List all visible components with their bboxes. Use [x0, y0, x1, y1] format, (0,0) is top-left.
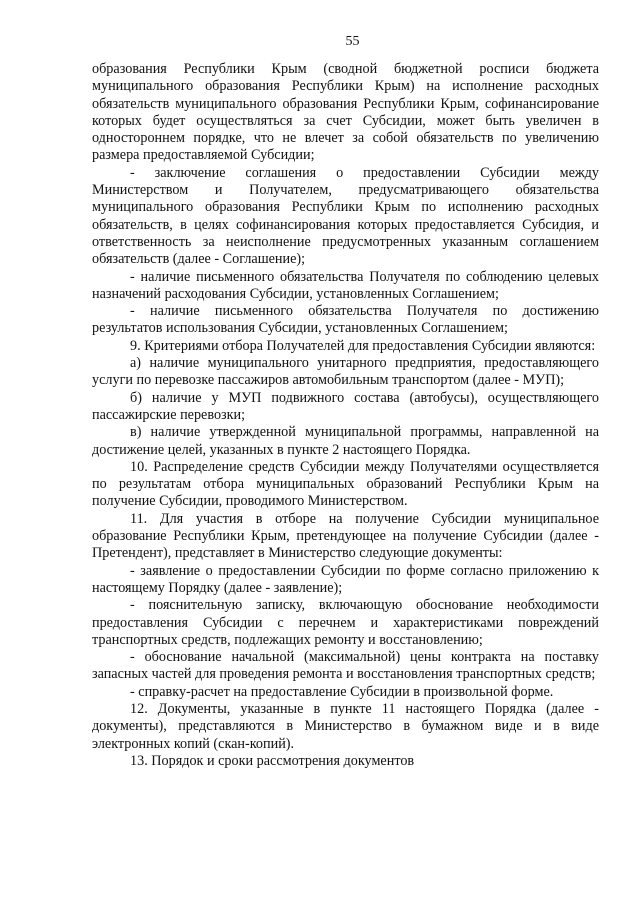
paragraph-doc-price-justification: - обоснование начальной (максимальной) цены контракта на поставку запасных частей для проведения ремонта и восстановления транспортных средств;: [92, 649, 599, 683]
paragraph-doc-calculation: - справку-расчет на предоставление Субсидии в произвольной форме.: [130, 683, 554, 700]
page-number: 55: [345, 34, 360, 49]
paragraph-doc-application: - заявление о предоставлении Субсидии по форме согласно приложению к настоящему Порядку (далее - заявление);: [92, 562, 599, 596]
document-body: [92, 61, 599, 770]
paragraph-criterion-a: а) наличие муниципального унитарного предприятия, предоставляющего услуги по перевозке пассажиров автомобильным транспортом (далее - МУП);: [92, 355, 599, 389]
paragraph-item-10: 10. Распределение средств Субсидии между Получателями осуществляется по результатам отбора муниципальных образований Республики Крым на получение Субсидии, проводимого Министерством.: [92, 458, 599, 510]
paragraph-item-12: 12. Документы, указанные в пункте 11 настоящего Порядка (далее - документы), представляются в Министерство в бумажном виде и в виде электронных копий (скан-копий).: [92, 700, 599, 752]
paragraph-target-use-obligation: - наличие письменного обязательства Получателя по соблюдению целевых назначений расходования Субсидии, установленных Соглашением;: [92, 268, 599, 302]
paragraph-item-13: 13. Порядок и сроки рассмотрения документов: [130, 752, 415, 769]
paragraph-results-obligation: - наличие письменного обязательства Получателя по достижению результатов использования Субсидии, установленных Соглашением;: [92, 303, 599, 337]
paragraph-agreement: - заключение соглашения о предоставлении Субсидии между Министерством и Получателем, предусматривающего обязательства муниципального образования Республики Крым по исполнению расходных обязательств, в целях софинансирования которых предоставляется Субсидия, и ответственность за неисполнение предусмотренных указанным соглашением обязательств (далее - Соглашение);: [92, 164, 599, 268]
paragraph-item-11: 11. Для участия в отборе на получение Субсидии муниципальное образование Республики Крым, претендующее на получение Субсидии (далее - Претендент), представляет в Министерство следующие документы:: [92, 510, 599, 562]
paragraph-doc-explanatory-note: - пояснительную записку, включающую обоснование необходимости предоставления Субсидии с перечнем и характеристиками повреждений транспортных средств, подлежащих ремонту и восстановлению;: [92, 597, 599, 648]
paragraph-continuation: образования Республики Крым (сводной бюджетной росписи бюджета муниципального образования Республики Крым) на исполнение расходных обязательств муниципального образования Республики Крым, софинансирование которых будет осуществляться за счет Субсидии, может быть увеличен в одностороннем порядке, что не влечет за собой обязательств по увеличению размера предоставляемой Субсидии;: [92, 61, 599, 164]
paragraph-criterion-c: в) наличие утвержденной муниципальной программы, направленной на достижение целей, указанных в пункте 2 настоящего Порядка.: [92, 424, 599, 458]
paragraph-criterion-b: б) наличие у МУП подвижного состава (автобусы), осуществляющего пассажирские перевозки;: [92, 389, 599, 423]
paragraph-item-9: 9. Критериями отбора Получателей для предоставления Субсидии являются:: [130, 337, 596, 354]
